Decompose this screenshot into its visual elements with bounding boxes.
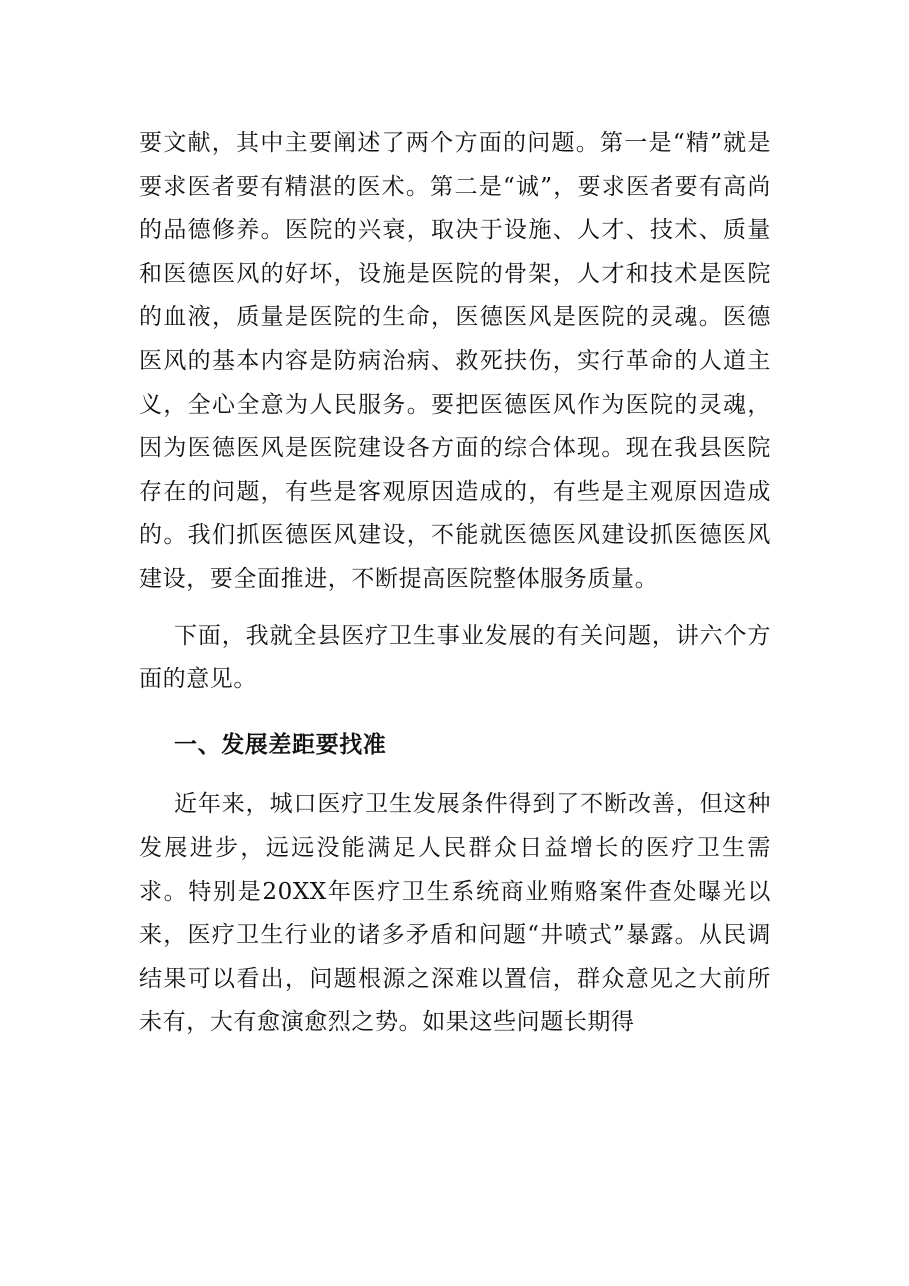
paragraph-intro-six-points: 下面，我就全县医疗卫生事业发展的有关问题，讲六个方面的意见。 <box>139 622 771 693</box>
paragraph-medical-ethics: 要文献，其中主要阐述了两个方面的问题。第一是“精”就是要求医者要有精湛的医术。第二是“诚”，要求医者要有高尚的品德修养。医院的兴衰，取决于设施、人才、技术、质量和医德医风的好坏，设施是医院的骨架，人才和技术是医院的血液，质量是医院的生命，医德医风是医院的灵魂。医德医风的基本内容是防病治病、救死扶伤，实行革命的人道主义，全心全意为人民服务。要把医德医风作为医院的灵魂，因为医德医风是医院建设各方面的综合体现。现在我县医院存在的问题，有些是客观原因造成的，有些是主观原因造成的。我们抓医德医风建设，不能就医德医风建设抓医德医风建设，要全面推进，不断提高医院整体服务质量。 <box>139 130 771 592</box>
paragraph-development-gap: 近年来，城口医疗卫生发展条件得到了不断改善，但这种发展进步，远远没能满足人民群众日益增长的医疗卫生需求。特别是20XX年医疗卫生系统商业贿赂案件查处曝光以来，医疗卫生行业的诸多矛盾和问题“井喷式”暴露。从民调结果可以看出，问题根源之深难以置信，群众意见之大前所未有，大有愈演愈烈之势。如果这些问题长期得 <box>139 791 771 1036</box>
section-heading-1: 一、发展差距要找准 <box>174 730 387 758</box>
document-body <box>139 122 771 1045</box>
